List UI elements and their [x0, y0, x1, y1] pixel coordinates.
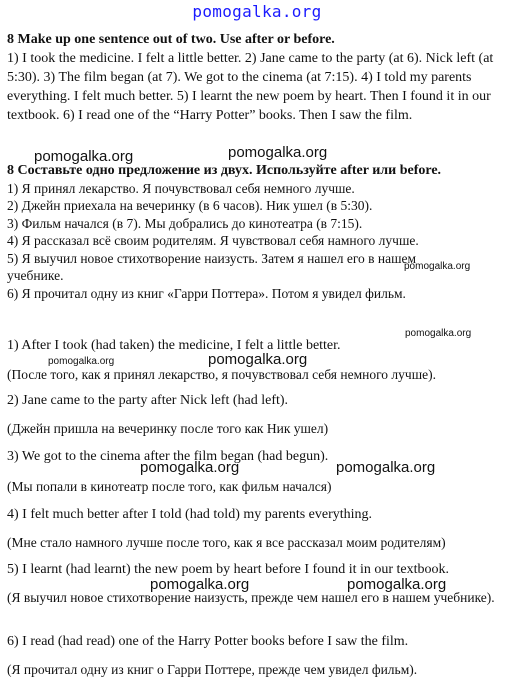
watermark: pomogalka.org: [140, 459, 240, 476]
task-ru-line-2: 2) Джейн приехала на вечеринку (в 6 часов). Ник ушел (в 5:30).: [7, 198, 373, 213]
answer-5-ru: (Я выучил новое стихотворение наизусть, прежде чем нашел его в нашем учебнике).: [7, 590, 495, 605]
task-ru-line-3: 3) Фильм начался (в 7). Мы добрались до кинотеатра (в 7:15).: [7, 215, 363, 231]
task-en-text: 1) I took the medicine. I felt a little better. 2) Jane came to the party (at 6). Nick left (at 5:30). 3) The film began (at 7). We got to the cinema (at 7:15). 4) I told my parents everything. I felt much better. 5) I learnt the new poem by heart. Then I found it in our textbook. 6) I read one of the “Harry Potter” books. Then I saw the film.: [7, 51, 494, 123]
task-en-title: 8 Make up one sentence out of two. Use after or before.: [7, 32, 335, 47]
answer-2-en: 2) Jane came to the party after Nick left (had left).: [7, 393, 289, 408]
answer-4-en: 4) I felt much better after I told (had told) my parents everything.: [7, 507, 373, 522]
watermark: pomogalka.org: [48, 356, 115, 367]
watermark: pomogalka.org: [404, 261, 471, 272]
site-header-watermark: pomogalka.org: [192, 2, 322, 21]
watermark: pomogalka.org: [405, 328, 472, 339]
task-ru-line-6: 6) Я прочитал одну из книг «Гарри Поттера». Потом я увидел фильм.: [7, 285, 406, 301]
watermark: pomogalka.org: [228, 144, 328, 161]
watermark: pomogalka.org: [336, 459, 436, 476]
task-ru: [7, 162, 507, 302]
answer-5-en: 5) I learnt (had learnt) the new poem by heart before I found it in our textbook.: [7, 562, 450, 577]
watermark: pomogalka.org: [347, 576, 447, 593]
task-en: [7, 30, 507, 125]
answer-1-ru: (После того, как я принял лекарство, я почувствовал себя немного лучше).: [7, 367, 436, 382]
task-ru-line-1: 1) Я принял лекарство. Я почувствовал себя немного лучше.: [7, 180, 355, 196]
task-ru-line-4: 4) Я рассказал всё своим родителям. Я чувствовал себя намного лучше.: [7, 233, 419, 248]
watermark: pomogalka.org: [34, 148, 134, 165]
task-ru-title: 8 Составьте одно предложение из двух. Используйте after или before.: [7, 163, 442, 178]
watermark: pomogalka.org: [150, 576, 250, 593]
answer-6-en: 6) I read (had read) one of the Harry Potter books before I saw the film.: [7, 634, 409, 649]
answer-3-en: 3) We got to the cinema after the film began (had begun).: [7, 449, 329, 464]
watermark: pomogalka.org: [208, 351, 308, 368]
answer-3-ru: (Мы попали в кинотеатр после того, как фильм начался): [7, 479, 332, 494]
task-ru-line-5: 5) Я выучил новое стихотворение наизусть. Затем я нашел его в нашем учебнике.: [7, 250, 417, 283]
answer-2-ru: (Джейн пришла на вечеринку после того как Ник ушел): [7, 421, 329, 436]
answer-6-ru: (Я прочитал одну из книг о Гарри Поттере, прежде чем увидел фильм).: [7, 662, 418, 677]
answer-4-ru: (Мне стало намного лучше после того, как я все рассказал моим родителям): [7, 535, 446, 550]
answer-1-en: 1) After I took (had taken) the medicine, I felt a little better.: [7, 338, 341, 353]
